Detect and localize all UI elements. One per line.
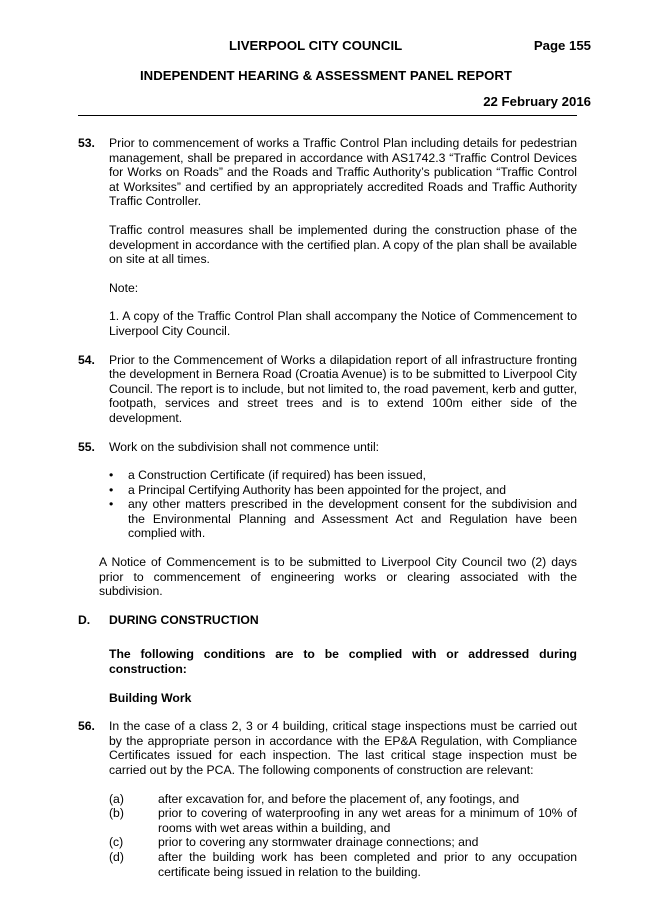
- bullet-item: • a Construction Certificate (if required) has been issued,: [109, 468, 577, 483]
- condition-53: [78, 136, 577, 339]
- condition-54: [78, 353, 577, 426]
- document-body: [78, 136, 577, 893]
- note-label: Note:: [109, 280, 139, 295]
- component-text: after excavation for, and before the placement of, any footings, and: [158, 791, 520, 806]
- component-text: after the building work has been completed and prior to any occupation certificate being issued in relation to the building.: [158, 849, 577, 879]
- condition-number: 53.: [78, 136, 95, 150]
- condition-paragraph: Prior to commencement of works a Traffic Control Plan including details for pedestrian management, shall be prepared in accordance with AS1742.3 “Traffic Control Devices for Works on Roads” and the Roads and Traffic Authority’s publication “Traffic Control at Worksites” and certified by an appropriately accredited Roads and Traffic Authority Traffic Controller.: [109, 136, 577, 209]
- note-item: 1. A copy of the Traffic Control Plan shall accompany the Notice of Commencement to Liverpool City Council.: [109, 309, 577, 338]
- notice-paragraph: A Notice of Commencement is to be submitted to Liverpool City Council two (2) days prior to commencement of engineering works or clearing associated with the subdivision.: [99, 555, 577, 599]
- header-date: 22 February 2016: [483, 94, 591, 109]
- condition-paragraph: Prior to the Commencement of Works a dilapidation report of all infrastructure fronting the development in Bernera Road (Croatia Avenue) is to be submitted to Liverpool City Council. The report is to include, but not limited to, the road pavement, kerb and gutter, footpath, services and street trees and is to extend 100m either side of the development.: [109, 352, 577, 425]
- component-label: (a): [109, 791, 124, 806]
- section-intro: The following conditions are to be complied with or addressed during construction:: [109, 647, 577, 677]
- header-council-name: LIVERPOOL CITY COUNCIL: [229, 38, 403, 53]
- condition-paragraph: In the case of a class 2, 3 or 4 building, critical stage inspections must be carried out by the appropriate person in accordance with the EP&A Regulation, with Compliance Certificates issued for each inspection. The last critical stage inspection must be carried out by the PCA. The following components of construction are relevant:: [109, 719, 577, 777]
- bullet-list: [109, 468, 577, 541]
- condition-paragraph: Work on the subdivision shall not commence until:: [109, 439, 380, 454]
- section-title: DURING CONSTRUCTION: [109, 612, 259, 627]
- condition-paragraph: Traffic control measures shall be implemented during the construction phase of the development in accordance with the certified plan. A copy of the plan shall be available on site at all times.: [109, 222, 577, 267]
- header-page-number: Page 155: [533, 38, 591, 53]
- header-report-title: INDEPENDENT HEARING & ASSESSMENT PANEL REPORT: [140, 68, 512, 83]
- component-item: [109, 835, 577, 850]
- condition-number: 56.: [78, 719, 95, 734]
- condition-55: [78, 440, 577, 542]
- section-letter: D.: [78, 612, 91, 627]
- component-label: (b): [109, 806, 124, 821]
- header-divider: [78, 115, 577, 116]
- condition-56: [78, 719, 577, 879]
- component-list: [109, 792, 577, 880]
- section-subheading: Building Work: [109, 690, 192, 705]
- component-item: [109, 850, 577, 879]
- bullet-item: • a Principal Certifying Authority has been appointed for the project, and: [109, 483, 577, 498]
- bullet-item: • any other matters prescribed in the development consent for the subdivision and the Environmental Planning and Assessment Act and Regulation have been complied with.: [109, 497, 577, 541]
- condition-number: 55.: [78, 439, 95, 454]
- component-label: (d): [109, 849, 124, 864]
- condition-number: 54.: [78, 352, 95, 367]
- component-item: [109, 792, 577, 807]
- section-heading: [78, 613, 577, 628]
- component-label: (c): [109, 835, 124, 850]
- component-text: prior to covering of waterproofing in any wet areas for a minimum of 10% of rooms with wet areas within a building, and: [158, 806, 577, 835]
- component-item: [109, 806, 577, 835]
- component-text: prior to covering any stormwater drainage connections; and: [158, 835, 479, 850]
